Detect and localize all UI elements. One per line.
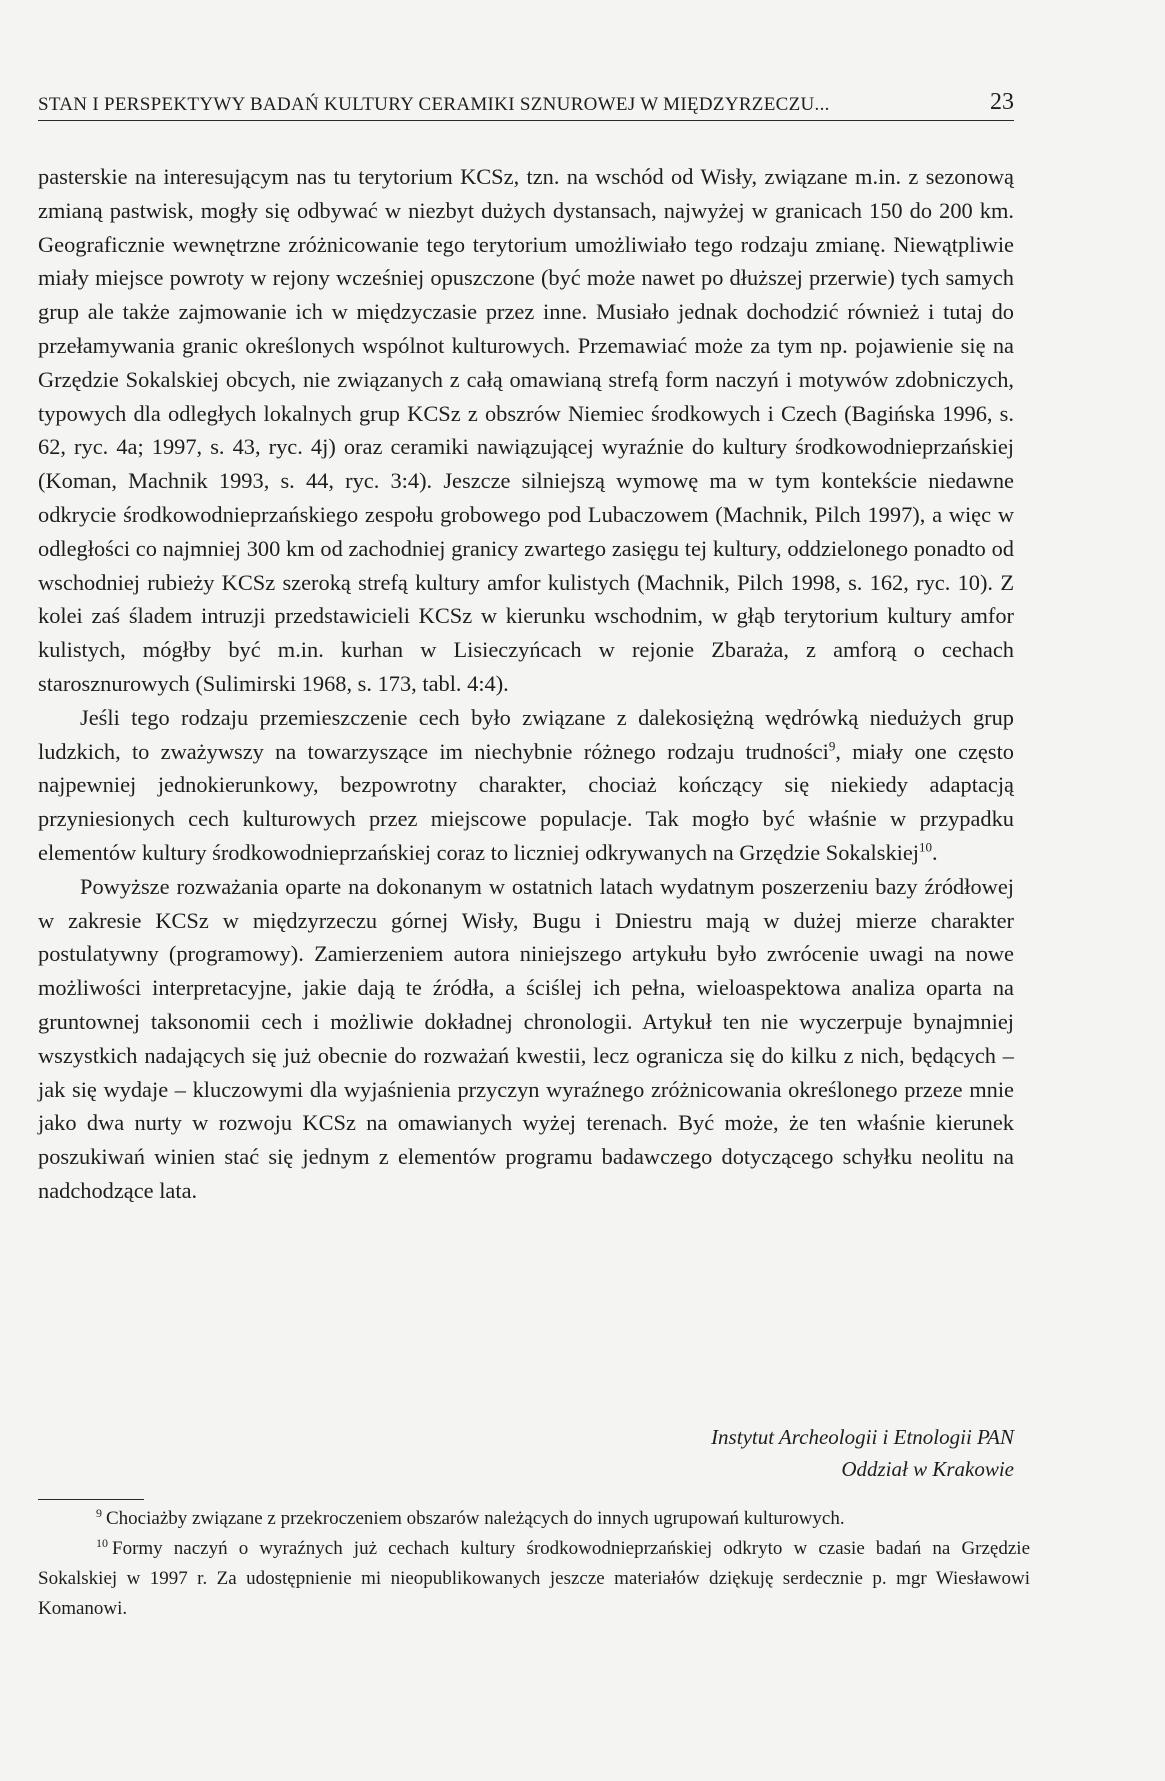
- paragraph-2-part-b: , miały one często najpewniej jednokierunkowy, bezpowrotny charakter, chociaż kończący się niekiedy adaptacją przyniesionych cech kulturowych przez miejscowe populacje. Tak mogło być właśnie w przypadku elementów kultury środkowodnieprzańskiej coraz to liczniej odkrywanych na Grzędzie Sokalskiej: [38, 738, 1014, 865]
- paragraph-2: [38, 701, 1014, 870]
- paragraph-2-part-c: .: [932, 839, 938, 865]
- running-title: STAN I PERSPEKTYWY BADAŃ KULTURY CERAMIKI SZNUROWEJ W MIĘDZYRZECZU...: [38, 94, 830, 115]
- footnote-10: [38, 1534, 1030, 1624]
- footnote-divider: [38, 1499, 144, 1500]
- running-header: [38, 86, 1014, 121]
- affiliation-institute: Instytut Archeologii i Etnologii PAN: [711, 1425, 1014, 1449]
- paragraph-1: pasterskie na interesującym nas tu terytorium KCSz, tzn. na wschód od Wisły, związane m.in. z sezonową zmianą pastwisk, mogły się odbywać w niezbyt dużych dystansach, najwyżej w granicach 150 do 200 km. Geograficznie wewnętrzne zróżnicowanie tego terytorium umożliwiało tego rodzaju zmianę. Niewątpliwie miały miejsce powroty w rejony wcześniej opuszczone (być może nawet po dłuższej przerwie) tych samych grup ale także zajmowanie ich w międzyczasie przez inne. Musiało jednak dochodzić również i tutaj do przełamywania granic określonych wspólnot kulturowych. Przemawiać może za tym np. pojawienie się na Grzędzie Sokalskiej obcych, nie związanych z całą omawianą strefą form naczyń i motywów zdobniczych, typowych dla odległych lokalnych grup KCSz z obszrów Niemiec środkowych i Czech (Bagińska 1996, s. 62, ryc. 4a; 1997, s. 43, ryc. 4j) oraz ceramiki nawiązującej wyraźnie do kultury środkowodnieprzańskiej (Koman, Machnik 1993, s. 44, ryc. 3:4). Jeszcze silniejszą wymowę ma w tym kontekście niedawne odkrycie środkowodnieprzańskiego zespołu grobowego pod Lubaczowem (Machnik, Pilch 1997), a więc w odległości co najmniej 300 km od zachodniej granicy zwartego zasięgu tej kultury, oddzielonego ponadto od wschodniej rubieży KCSz szeroką strefą kultury amfor kulistych (Machnik, Pilch 1998, s. 162, ryc. 10). Z kolei zaś śladem intruzji przedstawicieli KCSz w kierunku wschodnim, w głąb terytorium kultury amfor kulistych, mógłby być m.in. kurhan w Lisieczyńcach w rejonie Zbaraża, z amforą o cechach starosznurowych (Sulimirski 1968, s. 173, tabl. 4:4).: [38, 164, 1014, 696]
- paragraph-2-part-a: Jeśli tego rodzaju przemieszczenie cech było związane z dalekosiężną wędrówką niedużych grup ludzkich, to zważywszy na towarzyszące im niechybnie różnego rodzaju trudności: [38, 704, 1014, 764]
- page-number: 23: [990, 89, 1014, 115]
- main-text: [38, 160, 1014, 1208]
- footnote-9-text: Chociażby związane z przekroczeniem obszarów należących do innych ugrupowań kulturowych.: [106, 1508, 845, 1529]
- footnote-10-number: 10: [96, 1535, 108, 1550]
- affiliation-branch: Oddział w Krakowie: [841, 1457, 1014, 1481]
- author-affiliation: [711, 1421, 1014, 1485]
- footnote-10-text: Formy naczyń o wyraźnych już cechach kultury środkowodnieprzańskiej odkryto w czasie badań na Grzędzie Sokalskiej w 1997 r. Za udostępnienie mi nieopublikowanych jeszcze materiałów dziękuję serdecznie p. mgr Wiesławowi Komanowi.: [38, 1538, 1030, 1619]
- footnote-9: [38, 1504, 1030, 1534]
- footnote-ref-10[interactable]: 10: [919, 839, 933, 855]
- footnote-ref-9[interactable]: 9: [828, 738, 836, 754]
- footnotes: [38, 1504, 1030, 1624]
- footnote-9-number: 9: [96, 1505, 102, 1520]
- paragraph-3: Powyższe rozważania oparte na dokonanym w ostatnich latach wydatnym poszerzeniu bazy źródłowej w zakresie KCSz w międzyrzeczu górnej Wisły, Bugu i Dniestru mają w dużej mierze charakter postulatywny (programowy). Zamierzeniem autora niniejszego artykułu było zwrócenie uwagi na nowe możliwości interpretacyjne, jakie dają te źródła, a ściślej ich pełna, wieloaspektowa analiza oparta na gruntownej taksonomii cech i możliwie dokładnej chronologii. Artykuł ten nie wyczerpuje bynajmniej wszystkich nadających się już obecnie do rozważań kwestii, lecz ogranicza się do kilku z nich, będących – jak się wydaje – kluczowymi dla wyjaśnienia przyczyn wyraźnego zróżnicowania określonego przeze mnie jako dwa nurty w rozwoju KCSz na omawianych wyżej terenach. Być może, że ten właśnie kierunek poszukiwań winien stać się jednym z elementów programu badawczego dotyczącego schyłku neolitu na nadchodzące lata.: [38, 873, 1014, 1203]
